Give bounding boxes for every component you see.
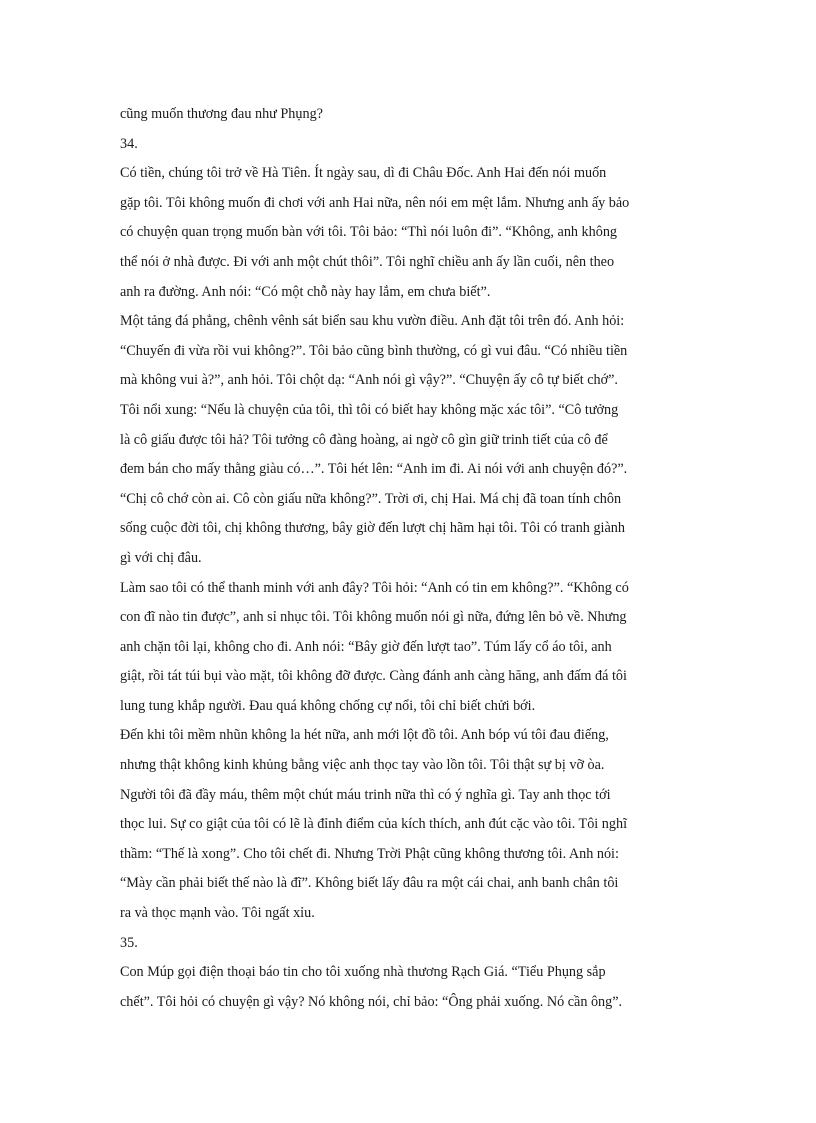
text-line: gì với chị đâu. xyxy=(120,549,202,566)
text-line: thể nói ở nhà được. Đi với anh một chút thôi”. Tôi nghĩ chiều anh ấy lần cuối, nên theo xyxy=(120,253,615,270)
section-number: 34. xyxy=(120,135,138,152)
text-line: có chuyện quan trọng muốn bàn với tôi. Tôi bảo: “Thì nói luôn đi”. “Không, anh không xyxy=(120,224,618,241)
text-line: là cô giấu được tôi hả? Tôi tưởng cô đàng hoàng, ai ngờ cô gìn giữ trinh tiết của cô để xyxy=(120,431,608,448)
text-line: Một tảng đá phẳng, chênh vênh sát biển sau khu vườn điều. Anh đặt tôi trên đó. Anh hỏi: xyxy=(120,313,625,330)
text-line: Làm sao tôi có thể thanh minh với anh đây? Tôi hỏi: “Anh có tin em không?”. “Không có xyxy=(120,579,629,596)
section-number: 35. xyxy=(120,934,138,951)
text-line: “Mày cần phải biết thế nào là đĩ”. Không biết lấy đâu ra một cái chai, anh banh chân tôi xyxy=(120,875,619,892)
text-line: chết”. Tôi hỏi có chuyện gì vậy? Nó không nói, chỉ bảo: “Ông phải xuống. Nó cần ông”. xyxy=(120,993,623,1010)
text-line: đem bán cho mấy thằng giàu có…”. Tôi hét lên: “Anh im đi. Ai nói với anh chuyện đó?”. xyxy=(120,461,628,478)
text-line: anh ra đường. Anh nói: “Có một chỗ này hay lắm, em chưa biết”. xyxy=(120,283,491,300)
text-line: nhưng thật không kinh khủng bằng việc anh thọc tay vào lồn tôi. Tôi thật sự bị vỡ òa. xyxy=(120,757,605,774)
text-line: mà không vui à?”, anh hỏi. Tôi chột dạ: “Anh nói gì vậy?”. “Chuyện ấy cô tự biết chớ”. xyxy=(120,372,618,389)
text-line: giật, rồi tát túi bụi vào mặt, tôi không đỡ được. Càng đánh anh càng hăng, anh đấm đá tôi xyxy=(120,668,627,685)
document-body xyxy=(120,100,700,1017)
text-line: Người tôi đã đầy máu, thêm một chút máu trinh nữa thì có ý nghĩa gì. Tay anh thọc tới xyxy=(120,786,611,803)
text-line: thọc lui. Sự co giật của tôi có lẽ là đỉnh điểm của kích thích, anh đút cặc vào tôi. Tôi nghĩ xyxy=(120,816,628,833)
text-line: “Chị cô chớ còn ai. Cô còn giấu nữa không?”. Trời ơi, chị Hai. Má chị đã toan tính chôn xyxy=(120,490,622,507)
text-line: “Chuyến đi vừa rồi vui không?”. Tôi bảo cũng bình thường, có gì vui đâu. “Có nhiều tiền xyxy=(120,342,628,359)
text-line: anh chặn tôi lại, không cho đi. Anh nói: “Bây giờ đến lượt tao”. Túm lấy cổ áo tôi, anh xyxy=(120,638,612,655)
text-line: lung tung khắp người. Đau quá không chống cự nổi, tôi chỉ biết chửi bới. xyxy=(120,697,536,714)
text-line: Tôi nổi xung: “Nếu là chuyện của tôi, thì tôi có biết hay không mặc xác tôi”. “Cô tưởng xyxy=(120,401,619,418)
text-line: con đĩ nào tin được”, anh sỉ nhục tôi. Tôi không muốn nói gì nữa, đứng lên bỏ về. Nhưng xyxy=(120,609,627,626)
text-line: gặp tôi. Tôi không muốn đi chơi với anh Hai nữa, nên nói em mệt lắm. Nhưng anh ấy bảo xyxy=(120,194,630,211)
text-line: ra và thọc mạnh vào. Tôi ngất xỉu. xyxy=(120,905,315,922)
text-line: sống cuộc đời tôi, chị không thương, bây giờ đến lượt chị hãm hại tôi. Tôi có tranh giành xyxy=(120,520,625,537)
text-line: thầm: “Thế là xong”. Cho tôi chết đi. Nhưng Trời Phật cũng không thương tôi. Anh nói: xyxy=(120,845,619,862)
text-line: Đến khi tôi mềm nhũn không la hét nữa, anh mới lột đồ tôi. Anh bóp vú tôi đau điếng, xyxy=(120,727,609,744)
text-line: Có tiền, chúng tôi trở về Hà Tiên. Ít ngày sau, dì đi Châu Đốc. Anh Hai đến nói muốn xyxy=(120,165,607,182)
text-line: cũng muốn thương đau như Phụng? xyxy=(120,106,323,122)
text-line: Con Múp gọi điện thoại báo tin cho tôi xuống nhà thương Rạch Giá. “Tiểu Phụng sắp xyxy=(120,964,606,981)
